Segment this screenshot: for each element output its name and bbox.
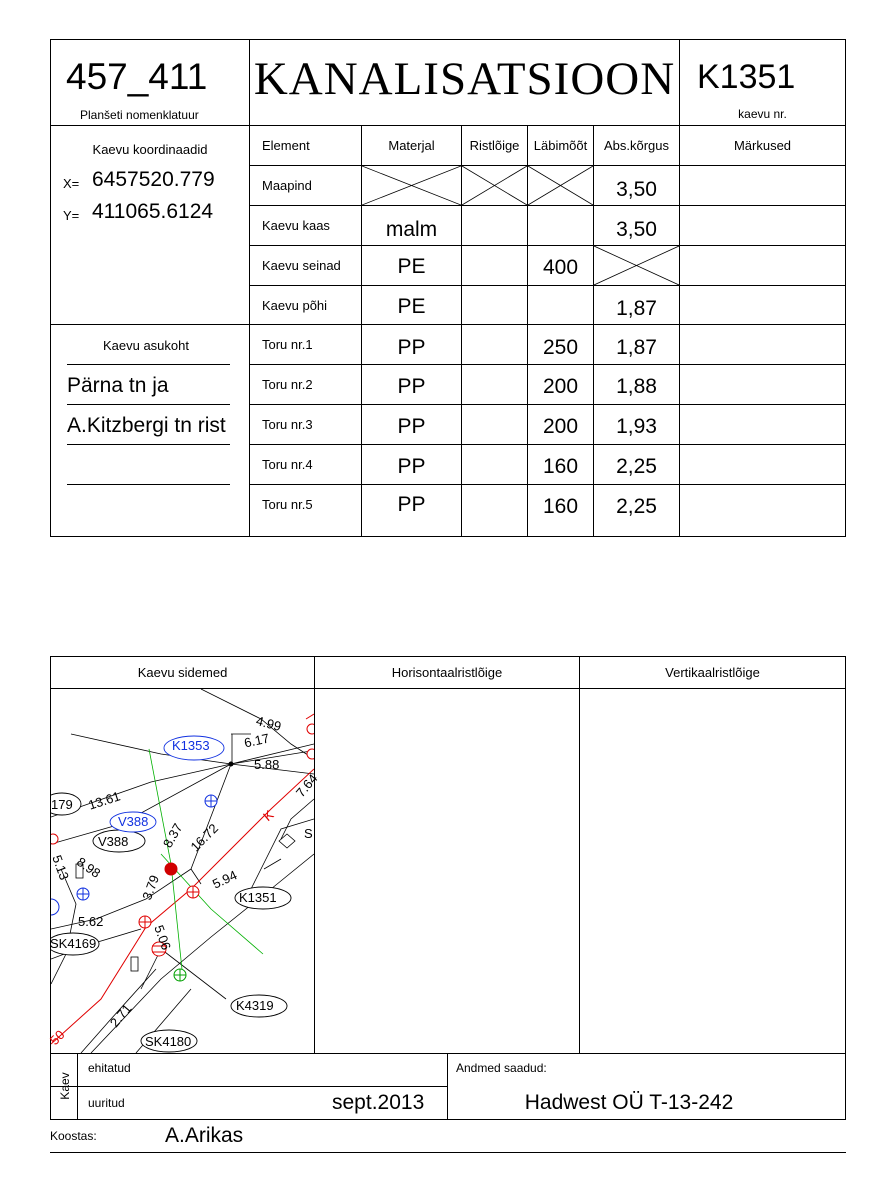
author-label: Koostas: [50,1129,97,1143]
row-abs: 1,88 [616,374,657,398]
row-element: Kaevu kaas [262,218,330,233]
row-markused [680,246,845,285]
divider [579,656,580,1054]
row-element: Kaevu põhi [262,297,328,313]
map-label-s: S [304,826,313,841]
row-ristloige [462,325,527,364]
map-label-50: 50 [46,1027,68,1048]
map-dim-5-06: 5.06 [151,923,175,952]
map-dim-2-71: 2.71 [106,1000,135,1031]
header-ristloige: Ristlõige [469,138,520,153]
side-label-kaev: Kaev [58,1072,72,1100]
page-title: KANALISATSIOON [253,53,676,105]
divider [50,1119,846,1120]
row-labimoot: 400 [542,255,579,279]
vertical-section-title: Vertikaalristlõige [665,665,760,680]
header-markused: Märkused [733,138,792,153]
nomenclature-value: 457_411 [66,56,208,97]
location-line [67,444,230,445]
horizontal-section-title: Horisontaalristlõige [391,665,503,680]
divider [50,324,250,325]
cross-mark [362,166,461,205]
map-dim-5-94: 5.94 [210,867,240,892]
map-dim-7-64: 7.64 [292,770,321,801]
header-labimoot: Läbimõõt [533,138,588,153]
row-ristloige [462,485,527,524]
row-element: Toru nr.4 [262,457,313,472]
cross-mark [528,166,593,205]
well-number-label: kaevu nr. [738,107,787,121]
row-markused [680,405,845,444]
header-element: Element [262,138,310,153]
row-element: Toru nr.3 [262,417,313,432]
well-number: K1351 [697,58,796,96]
divider [77,1054,78,1119]
map-label-sk4169: SK4169 [50,936,97,951]
row-element: Maapind [262,178,312,193]
row-markused [680,485,845,524]
x-prefix: X= [63,176,80,191]
row-markused [680,166,845,205]
location-line [67,484,230,485]
map-label-k: K [260,806,277,825]
divider [50,1086,448,1087]
location-line-1: Pärna tn ja [67,374,169,397]
map-dim-16-72: 16.72 [187,820,222,855]
author: A.Arikas [165,1124,244,1147]
row-labimoot: 250 [542,335,579,359]
header-abs-korgus: Abs.kõrgus [603,138,670,153]
row-ristloige [462,206,527,245]
nomenclature-label: Planšeti nomenklatuur [80,108,199,122]
map-label-k4319: K4319 [236,998,274,1013]
row-abs: 1,87 [616,335,657,359]
row-labimoot: 200 [542,374,579,398]
map-dim-5-88: 5.88 [254,757,280,772]
map-dim-4-99: 4.99 [254,712,283,735]
row-materjal: PP [397,454,426,478]
row-labimoot: 160 [542,454,579,478]
map-label-sk4180: SK4180 [145,1034,192,1049]
map-dim-6-17: 6.17 [242,730,271,751]
row-ristloige [462,246,527,285]
header-materjal: Materjal [388,138,435,153]
divider [50,1152,846,1153]
row-markused [680,365,845,404]
ties-title: Kaevu sidemed [137,665,228,680]
row-element: Toru nr.5 [262,497,313,512]
location-label: Kaevu asukoht [102,337,189,353]
location-line-2: A.Kitzbergi tn rist [67,414,226,437]
map-dim-3-79: 3.79 [139,873,163,902]
data-source-label: Andmed saadud: [456,1061,547,1075]
map-dim-8-37: 8.37 [159,820,186,851]
row-abs: 1,93 [616,414,657,438]
cross-mark [594,246,679,285]
map-dim-5-62: 5.62 [78,914,104,929]
row-abs: 1,87 [616,297,657,320]
row-materjal: PP [397,492,426,516]
row-markused [680,325,845,364]
row-abs: 2,25 [616,454,657,478]
row-ristloige [462,445,527,484]
built-label: ehitatud [88,1061,131,1075]
row-labimoot [528,286,593,324]
map-dim-8-98: 8.98 [73,854,104,881]
row-abs: 3,50 [616,177,657,201]
data-source: Hadwest OÜ T-13-242 [524,1091,734,1114]
row-labimoot [528,206,593,245]
row-element: Toru nr.2 [262,377,313,392]
row-labimoot: 200 [542,414,579,438]
row-materjal: PP [397,374,426,398]
cross-mark [462,166,527,205]
row-markused [680,286,845,324]
surveyed-label: uuritud [88,1096,125,1110]
x-coordinate: 6457520.779 [92,168,215,191]
row-materjal: PE [397,295,426,318]
row-materjal: malm [385,217,438,241]
row-ristloige [462,286,527,324]
coordinates-label: Kaevu koordinaadid [92,141,208,157]
row-element: Kaevu seinad [262,258,341,273]
row-element: Toru nr.1 [262,337,313,352]
y-prefix: Y= [63,208,80,223]
row-materjal: PE [397,254,426,278]
surveyed-date: sept.2013 [332,1091,425,1114]
location-line [67,364,230,365]
map-dim-5-13: 5.13 [49,853,73,882]
row-materjal: PP [397,414,426,438]
row-abs: 3,50 [616,217,657,241]
y-coordinate: 411065.6124 [92,200,214,223]
map-label-k1351: K1351 [239,890,277,905]
row-labimoot: 160 [542,494,579,518]
row-materjal: PP [397,335,426,359]
map-label-v388: V388 [98,834,129,849]
row-ristloige [462,365,527,404]
row-ristloige [462,405,527,444]
map-dim-13-61: 13.61 [86,788,123,813]
map-label-v388: V388 [118,814,149,829]
divider [314,656,315,1054]
location-line [67,404,230,405]
divider [50,1054,51,1119]
map-label-k1353: K1353 [172,738,210,753]
divider [845,1054,846,1119]
row-markused [680,445,845,484]
row-abs: 2,25 [616,494,657,518]
map-label-179: 179 [51,797,73,812]
row-markused [680,206,845,245]
